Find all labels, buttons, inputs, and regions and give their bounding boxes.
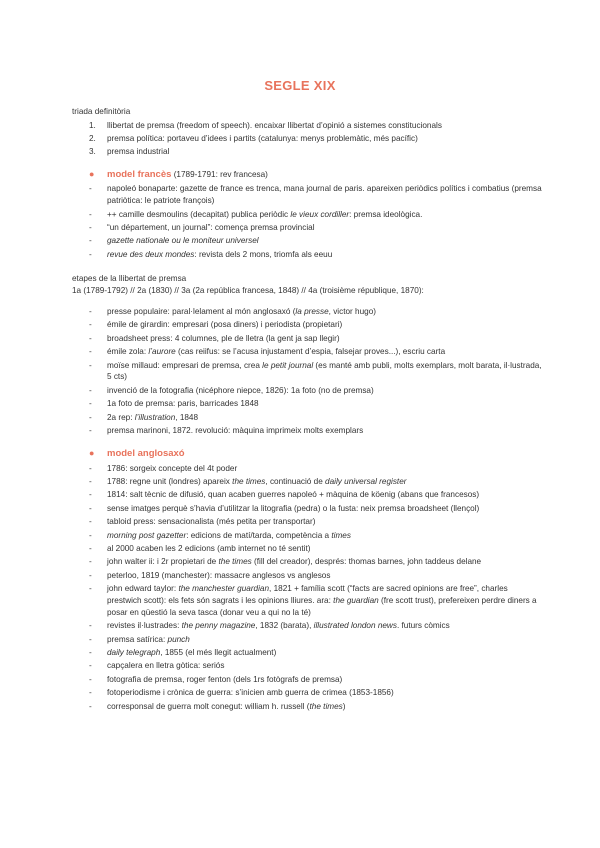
- list-item: [72, 463, 542, 475]
- dash-bullet: -: [89, 236, 92, 246]
- etapes-heading: etapes de la llibertat de premsa: [72, 274, 187, 284]
- text-segment: premsa marinoni, 1872. revolució: màquina imprimeix molts exemplars: [107, 425, 364, 435]
- dash-bullet: -: [89, 503, 92, 513]
- text-segment: : edicions de matí/tarda, competència a: [186, 530, 332, 540]
- list-item: [72, 306, 542, 318]
- list-item: [72, 425, 542, 437]
- text-segment: presse populaire: paral·lelament al món anglosaxó (: [107, 306, 296, 316]
- text-segment: ++ camille desmoulins (decapitat) publica periòdic: [107, 209, 291, 219]
- italic-title: daily universal register: [325, 477, 407, 487]
- etapes-list: [72, 306, 542, 437]
- model-frances-list: [72, 183, 542, 260]
- dash-bullet: -: [89, 570, 92, 580]
- list-item: [72, 570, 542, 582]
- bullet-dot-icon: ●: [89, 447, 95, 458]
- text-segment: : revista dels 2 mons, triomfa als eeuu: [194, 249, 333, 259]
- list-item: [72, 476, 542, 488]
- text-segment: (cas reiifus: se l’acusa injustament d’espia, falsejar proves...), escriu carta: [175, 347, 446, 357]
- italic-title: the penny magazine: [181, 621, 256, 631]
- dash-bullet: -: [89, 557, 92, 567]
- dash-bullet: -: [89, 688, 92, 698]
- list-item: [72, 333, 542, 345]
- triada-heading: triada definitòria: [72, 107, 131, 116]
- text-segment: 1a foto de premsa: paris, barricades 1848: [107, 399, 259, 409]
- text-segment: . futurs còmics: [396, 621, 450, 631]
- dash-bullet: -: [89, 477, 92, 487]
- list-item: [72, 385, 542, 397]
- list-item: [72, 503, 542, 515]
- dash-bullet: -: [89, 399, 92, 409]
- dash-bullet: -: [89, 543, 92, 553]
- italic-title: the times: [218, 557, 252, 567]
- dash-bullet: -: [89, 621, 92, 631]
- text-segment: 2a rep:: [107, 412, 135, 422]
- dash-bullet: -: [89, 209, 92, 219]
- text-segment: tabloid press: sensacionalista (més petita per transportar): [107, 517, 316, 527]
- dash-bullet: -: [89, 184, 92, 194]
- list-item: 3. premsa industrial: [89, 146, 170, 156]
- list-item: [72, 319, 542, 331]
- list-item: [72, 556, 542, 568]
- dash-bullet: -: [89, 306, 92, 316]
- italic-title: revue des deux mondes: [107, 249, 195, 259]
- text-segment: “un département, un journal”: comença premsa provincial: [107, 223, 315, 232]
- dash-bullet: -: [89, 347, 92, 357]
- text-segment: , 1832 (barata),: [255, 621, 314, 631]
- italic-title: le petit journal: [262, 360, 314, 370]
- text-segment: , 1821 + família scott (“facts are sacred opinions are free”, charles prestwich scott): els fets són sagrats i les opinions lliures. ara:: [107, 584, 508, 606]
- italic-title: the manchester guardian: [178, 584, 270, 594]
- list-item: 2. premsa política: portaveu d’idees i partits (catalunya: menys problemàtic, més pacífic): [89, 133, 418, 143]
- dash-bullet: -: [89, 584, 92, 594]
- list-item: [72, 489, 542, 501]
- list-item: [72, 222, 542, 234]
- list-item: [72, 687, 542, 699]
- dash-bullet: -: [89, 661, 92, 671]
- dash-bullet: -: [89, 490, 92, 500]
- list-item: [72, 660, 542, 672]
- text-segment: corresponsal de guerra molt conegut: william h. russell (: [107, 701, 310, 711]
- list-item: [72, 620, 542, 632]
- dash-bullet: -: [89, 412, 92, 422]
- italic-title: le vieux cordiller: [290, 209, 350, 219]
- text-segment: sense imatges perquè s’havia d’utilitzar la litografia (pedra) o la fusta: neix premsa broadsheet (llençol): [107, 503, 480, 513]
- triada-list: [72, 120, 542, 158]
- text-segment: premsa satírica:: [107, 634, 168, 644]
- italic-title: daily telegraph: [107, 648, 161, 658]
- dash-bullet: -: [89, 517, 92, 527]
- text-segment: capçalera en lletra gòtica: seriós: [107, 661, 225, 671]
- page-title: SEGLE XIX: [264, 78, 336, 93]
- text-segment: émile zola:: [107, 347, 149, 357]
- italic-title: l’aurore: [148, 347, 176, 357]
- italic-title: the times: [232, 477, 266, 487]
- text-segment: , continuació de: [265, 477, 326, 487]
- text-segment: fotoperiodisme i crònica de guerra: s’inicien amb guerra de crimea (1853-1856): [107, 688, 394, 698]
- list-item: [72, 360, 542, 384]
- dash-bullet: -: [89, 701, 92, 711]
- dash-bullet: -: [89, 425, 92, 435]
- dash-bullet: -: [89, 360, 92, 370]
- list-item: [72, 398, 542, 410]
- list-item: [72, 209, 542, 221]
- text-segment: al 2000 acaben les 2 edicions (amb internet no té sentit): [107, 543, 311, 553]
- italic-title: the guardian: [333, 596, 379, 606]
- text-segment: fotografia de premsa, roger fenton (dels 1rs fotògrafs de premsa): [107, 674, 343, 684]
- dash-bullet: -: [89, 333, 92, 343]
- list-item: [72, 674, 542, 686]
- dash-bullet: -: [89, 463, 92, 473]
- text-segment: ): [342, 701, 346, 711]
- text-segment: 1786: sorgeix concepte del 4t poder: [107, 463, 238, 473]
- text-segment: (fill del creador), després: thomas barnes, john taddeus delane: [251, 557, 482, 567]
- list-item: [72, 530, 542, 542]
- list-item: [72, 543, 542, 555]
- text-segment: peterloo, 1819 (manchester): massacre anglesos vs anglesos: [107, 570, 331, 580]
- list-item: [72, 583, 542, 619]
- dash-bullet: -: [89, 249, 92, 259]
- dash-bullet: -: [89, 320, 92, 330]
- list-item: 1. llibertat de premsa (freedom of speech). encaixar llibertat d’opinió a sistemes constitucionals: [89, 120, 442, 130]
- list-item: [72, 183, 542, 207]
- text-segment: , 1848: [175, 412, 199, 422]
- italic-title: the times: [309, 701, 343, 711]
- italic-title: morning post gazetter: [107, 530, 187, 540]
- list-item: [72, 516, 542, 528]
- italic-title: l’illustration: [134, 412, 176, 422]
- text-segment: moïse millaud: empresari de premsa, crea: [107, 360, 263, 370]
- text-segment: 1814: salt tècnic de difusió, quan acaben guerres napoleó + màquina de köenig (abans que francesos): [107, 490, 480, 500]
- text-segment: revistes il·lustrades:: [107, 621, 182, 631]
- list-item: [72, 634, 542, 646]
- text-segment: (es manté amb publi, molts exemplars, molt barata, il·lustrada, 5 cts): [107, 360, 542, 382]
- model-anglosaxo-heading: ● model anglosaxó: [89, 447, 185, 459]
- text-segment: john walter ii: i 2r propietari de: [107, 557, 219, 567]
- list-item: [72, 249, 542, 261]
- dash-bullet: -: [89, 530, 92, 540]
- dash-bullet: -: [89, 385, 92, 395]
- model-frances-heading: ● model francès (1789-1791: rev francesa): [89, 168, 268, 180]
- italic-title: la presse: [295, 306, 329, 316]
- text-segment: , 1855 (el més llegit actualment): [160, 648, 277, 658]
- italic-title: times: [331, 530, 351, 540]
- italic-title: illustrated london news: [313, 621, 397, 631]
- dash-bullet: -: [89, 223, 92, 232]
- list-item: [72, 701, 542, 713]
- document-body: [72, 106, 542, 714]
- text-segment: : premsa ideològica.: [349, 209, 423, 219]
- list-item: [72, 412, 542, 424]
- italic-title: gazette nationale ou le moniteur universel: [107, 236, 259, 246]
- bullet-dot-icon: ●: [89, 168, 95, 179]
- text-segment: (fre scott trust), prefereixen perdre diners a posar en qüestió la seva tasca (donar veu a qui no la té): [107, 596, 537, 617]
- text-segment: john edward taylor:: [107, 584, 179, 594]
- list-item: [72, 235, 542, 247]
- dash-bullet: -: [89, 634, 92, 644]
- dash-bullet: -: [89, 674, 92, 684]
- text-segment: invenció de la fotografia (nicéphore niepce, 1826): 1a foto (no de premsa): [107, 385, 374, 395]
- etapes-line: 1a (1789-1792) // 2a (1830) // 3a (2a república francesa, 1848) // 4a (troisième république, 1870):: [72, 286, 424, 296]
- model-anglosaxo-list: [72, 463, 542, 713]
- list-item: [72, 346, 542, 358]
- dash-bullet: -: [89, 648, 92, 658]
- text-segment: broadsheet press: 4 columnes, ple de lletra (la gent ja sap llegir): [107, 333, 340, 343]
- text-segment: émile de girardin: empresari (posa diners) i periodista (propietari): [107, 320, 343, 330]
- list-item: [72, 647, 542, 659]
- text-segment: napoleó bonaparte: gazette de france es trenca, mana journal de paris. apareixen periòdics polítics i combatius (premsa patriòtica: le patriote françois): [107, 184, 542, 206]
- italic-title: punch: [167, 634, 190, 644]
- text-segment: 1788: regne unit (londres) apareix: [107, 477, 233, 487]
- text-segment: , victor hugo): [328, 306, 376, 316]
